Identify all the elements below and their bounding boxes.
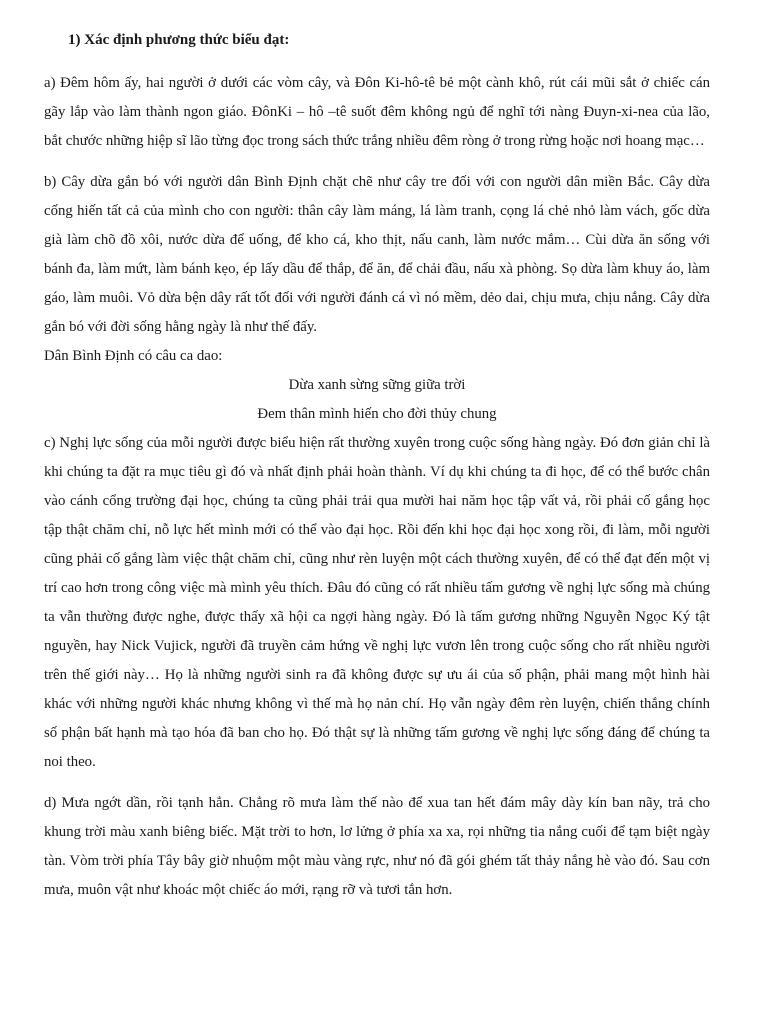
paragraph-a: a) Đêm hôm ấy, hai người ở dưới các vòm cây, và Đôn Ki-hô-tê bẻ một cành khô, rút cái mũi sắt ở chiếc cán gãy lắp vào làm thành ngon giáo. ĐônKi – hô –tê suốt đêm không ngủ để nghĩ tới nàng Đuyn-xi-nea của lão, bắt chước những hiệp sĩ lão từng đọc trong sách thức trắng nhiều đêm ròng ở trong rừng hoặc nơi hoang mạc… bbox=[44, 75, 710, 149]
section-heading: 1) Xác định phương thức biểu đạt: bbox=[68, 32, 290, 48]
paragraph-d: d) Mưa ngớt dần, rồi tạnh hẳn. Chẳng rõ mưa làm thế nào để xua tan hết đám mây dày kín ban nãy, trả cho khung trời màu xanh biêng biếc. Mặt trời to hơn, lơ lửng ở phía xa xa, rọi những tia nắng cuối để tạm biệt ngày tàn. Vòm trời phía Tây bây giờ nhuộm một màu vàng rực, như nó đã gói ghém tất thảy nắng hè vào đó. Sau cơn mưa, muôn vật như khoác một chiếc áo mới, rạng rỡ và tươi tắn hơn. bbox=[44, 795, 710, 898]
paragraph-b: b) Cây dừa gắn bó với người dân Bình Định chặt chẽ như cây tre đối với con người dân miền Bắc. Cây dừa cống hiến tất cả của mình cho con người: thân cây làm máng, lá làm tranh, cọng lá chẻ nhỏ làm vách, gốc dừa già làm chõ đồ xôi, nước dừa để uống, để kho cá, kho thịt, nấu canh, làm nước mắm… Cùi dừa ăn sống với bánh đa, làm mứt, làm bánh kẹo, ép lấy dầu để thắp, để ăn, để chải đầu, nấu xà phòng. Sọ dừa làm khuy áo, làm gáo, làm muôi. Vỏ dừa bện dây rất tốt đối với người đánh cá vì nó mềm, dẻo dai, chịu mưa, chịu nắng. Cây dừa gắn bó với đời sống hằng ngày là như thế đấy. bbox=[44, 174, 710, 335]
paragraph-b-intro: Dân Bình Định có câu ca dao: bbox=[44, 348, 223, 364]
folk-poem bbox=[44, 371, 710, 429]
poem-line-1: Dừa xanh sừng sững giữa trời bbox=[288, 377, 466, 393]
poem-line-2: Đem thân mình hiến cho đời thủy chung bbox=[257, 406, 497, 422]
paragraph-c: c) Nghị lực sống của mỗi người được biểu hiện rất thường xuyên trong cuộc sống hàng ngày. Đó đơn giản chỉ là khi chúng ta đặt ra mục tiêu gì đó và nhất định phải hoàn thành. Ví dụ khi chúng ta đi học, để có thể bước chân vào cánh cổng trường đại học, chúng ta cũng phải trải qua mười hai năm học tập vất vả, rồi phải cố gắng học tập thật chăm chỉ, nỗ lực hết mình mới có thể vào đại học. Rồi đến khi học đại học xong rồi, đi làm, mỗi người cũng phải cố gắng làm việc thật chăm chỉ, cũng như rèn luyện một cách thường xuyên, để có thể đạt đến một vị trí cao hơn trong công việc mà mình yêu thích. Đâu đó cũng có rất nhiều tấm gương về nghị lực sống mà chúng ta vẫn thường được nghe, được thấy xã hội ca ngợi hàng ngày. Đó là tấm gương những Nguyễn Ngọc Ký tật nguyền, hay Nick Vujick, người đã truyền cảm hứng về nghị lực vươn lên trong cuộc sống cho rất nhiều người trên thế giới này… Họ là những người sinh ra đã không được sự ưu ái của số phận, phải mang một hình hài khác với những người khác nhưng không vì thế mà họ nản chí. Họ vẫn ngày đêm rèn luyện, chiến thắng chính số phận bất hạnh mà tạo hóa đã ban cho họ. Đó thật sự là những tấm gương về nghị lực sống đáng để chúng ta noi theo. bbox=[44, 435, 710, 770]
